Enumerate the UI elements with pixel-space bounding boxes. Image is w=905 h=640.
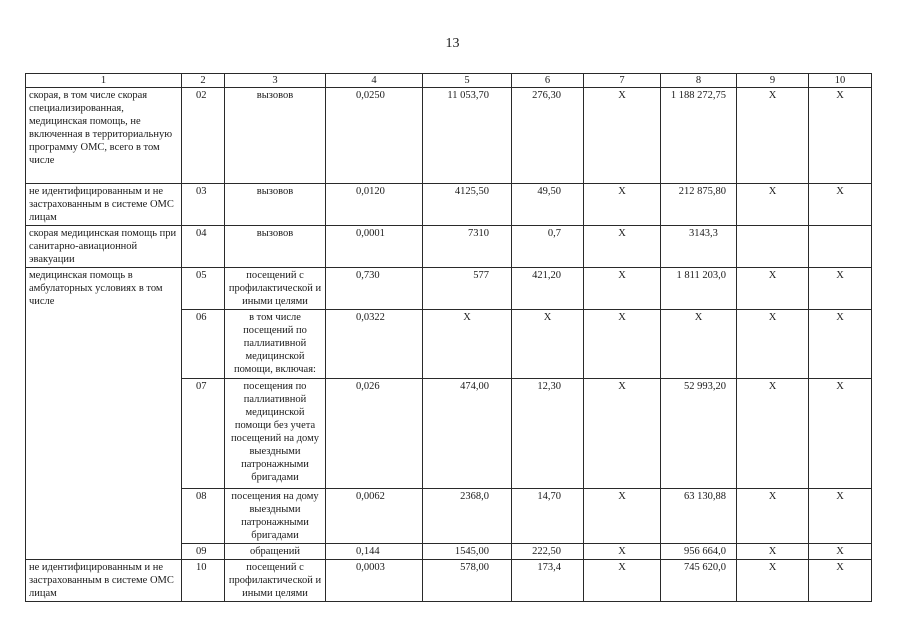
- cell-col10: X: [809, 489, 872, 544]
- cell-col5: 2368,0: [423, 489, 512, 544]
- cell-col7: X: [584, 226, 661, 268]
- unit-cell: в том числе посещений по паллиативной медицинской помощи, включая:: [225, 310, 326, 379]
- cell-col9: X: [737, 379, 809, 489]
- row-label: скорая медицинская помощь при санитарно-авиационной эвакуации: [26, 226, 182, 268]
- table-row: [26, 560, 872, 602]
- cell-col7: X: [584, 88, 661, 184]
- row-code: 04: [182, 226, 225, 268]
- cell-col10: X: [809, 268, 872, 310]
- cell-col7: X: [584, 310, 661, 379]
- header-cell: 2: [182, 74, 225, 88]
- header-cell: 5: [423, 74, 512, 88]
- cell-col4: 0,0062: [326, 489, 423, 544]
- cell-col10: X: [809, 88, 872, 184]
- cell-col8: 212 875,80: [661, 184, 737, 226]
- table-row: [26, 226, 872, 268]
- cell-col9: X: [737, 184, 809, 226]
- row-code: 02: [182, 88, 225, 184]
- cell-col6: 421,20: [512, 268, 584, 310]
- row-label: не идентифицированным и не застрахованным в системе ОМС лицам: [26, 560, 182, 602]
- cell-col8: 956 664,0: [661, 544, 737, 560]
- header-cell: 1: [26, 74, 182, 88]
- cell-col4: 0,026: [326, 379, 423, 489]
- cell-col6: 14,70: [512, 489, 584, 544]
- cell-col10: X: [809, 560, 872, 602]
- cell-col7: X: [584, 489, 661, 544]
- row-label: скорая, в том числе скорая специализированная, медицинская помощь, не включенная в территориальную программу ОМС, всего в том числе: [26, 88, 182, 184]
- header-cell: 8: [661, 74, 737, 88]
- cell-col8: 52 993,20: [661, 379, 737, 489]
- cell-col4: 0,0250: [326, 88, 423, 184]
- table-row: [26, 184, 872, 226]
- unit-cell: вызовов: [225, 184, 326, 226]
- cell-col9: X: [737, 88, 809, 184]
- cell-col6: 0,7: [512, 226, 584, 268]
- row-label: медицинская помощь в амбулаторных условиях в том числе: [26, 268, 182, 560]
- row-code: 06: [182, 310, 225, 379]
- cell-col10: [809, 226, 872, 268]
- unit-cell: посещения на дому выездными патронажными бригадами: [225, 489, 326, 544]
- header-cell: 9: [737, 74, 809, 88]
- cell-col8: X: [661, 310, 737, 379]
- cell-col9: [737, 226, 809, 268]
- cell-col6: 49,50: [512, 184, 584, 226]
- cell-col6: 276,30: [512, 88, 584, 184]
- page-number: 13: [445, 36, 460, 51]
- cell-col9: X: [737, 560, 809, 602]
- table-row: [26, 268, 872, 310]
- cell-col10: X: [809, 310, 872, 379]
- cell-col8: 63 130,88: [661, 489, 737, 544]
- unit-cell: обращений: [225, 544, 326, 560]
- cell-col7: X: [584, 560, 661, 602]
- cell-col5: 578,00: [423, 560, 512, 602]
- row-code: 08: [182, 489, 225, 544]
- cell-col8: 1 811 203,0: [661, 268, 737, 310]
- cell-col7: X: [584, 268, 661, 310]
- data-table: [25, 73, 872, 602]
- cell-col9: X: [737, 310, 809, 379]
- cell-col8: 1 188 272,75: [661, 88, 737, 184]
- cell-col4: 0,730: [326, 268, 423, 310]
- cell-col5: 577: [423, 268, 512, 310]
- cell-col5: 4125,50: [423, 184, 512, 226]
- row-label: не идентифицированным и не застрахованным в системе ОМС лицам: [26, 184, 182, 226]
- cell-col8: 3143,3: [661, 226, 737, 268]
- cell-col5: 11 053,70: [423, 88, 512, 184]
- cell-col4: 0,0120: [326, 184, 423, 226]
- cell-col9: X: [737, 489, 809, 544]
- unit-cell: посещений с профилактической и иными целями: [225, 560, 326, 602]
- cell-col10: X: [809, 544, 872, 560]
- row-code: 10: [182, 560, 225, 602]
- row-code: 05: [182, 268, 225, 310]
- unit-cell: посещения по паллиативной медицинской помощи без учета посещений на дому выездными патронажными бригадами: [225, 379, 326, 489]
- cell-col4: 0,0322: [326, 310, 423, 379]
- row-code: 07: [182, 379, 225, 489]
- cell-col4: 0,0003: [326, 560, 423, 602]
- row-code: 03: [182, 184, 225, 226]
- cell-col5: X: [423, 310, 512, 379]
- cell-col5: 474,00: [423, 379, 512, 489]
- cell-col10: X: [809, 379, 872, 489]
- header-cell: 10: [809, 74, 872, 88]
- cell-col9: X: [737, 268, 809, 310]
- unit-cell: посещений с профилактической и иными целями: [225, 268, 326, 310]
- cell-col7: X: [584, 544, 661, 560]
- header-cell: 3: [225, 74, 326, 88]
- cell-col6: 222,50: [512, 544, 584, 560]
- cell-col7: X: [584, 379, 661, 489]
- cell-col10: X: [809, 184, 872, 226]
- unit-cell: вызовов: [225, 88, 326, 184]
- row-code: 09: [182, 544, 225, 560]
- cell-col5: 7310: [423, 226, 512, 268]
- header-cell: 6: [512, 74, 584, 88]
- table-header-row: [26, 74, 872, 88]
- cell-col8: 745 620,0: [661, 560, 737, 602]
- table-row: [26, 88, 872, 184]
- cell-col4: 0,144: [326, 544, 423, 560]
- cell-col9: X: [737, 544, 809, 560]
- cell-col4: 0,0001: [326, 226, 423, 268]
- cell-col5: 1545,00: [423, 544, 512, 560]
- header-cell: 7: [584, 74, 661, 88]
- cell-col6: 173,4: [512, 560, 584, 602]
- cell-col6: 12,30: [512, 379, 584, 489]
- unit-cell: вызовов: [225, 226, 326, 268]
- header-cell: 4: [326, 74, 423, 88]
- cell-col7: X: [584, 184, 661, 226]
- cell-col6: X: [512, 310, 584, 379]
